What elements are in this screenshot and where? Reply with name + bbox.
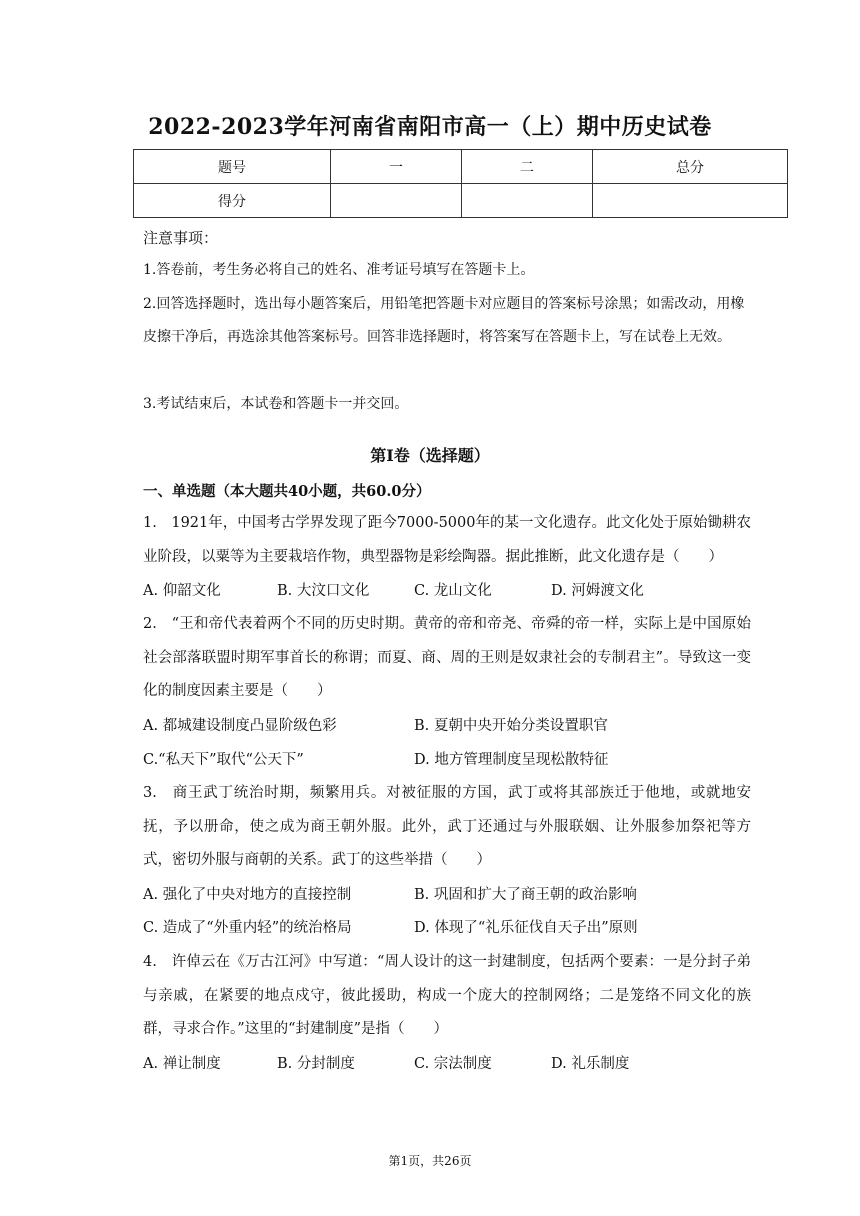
option-d[interactable]: D. 礼乐制度 xyxy=(551,1056,630,1072)
option-c[interactable]: C. 龙山文化 xyxy=(414,583,492,599)
question-text: 1. 1921年，中国考古学界发现了距今7000-5000年的某一文化遗存。此文化处于原始锄耕农业阶段，以粟等为主要栽培作物，典型器物是彩绘陶器。据此推断，此文化遗存是（ ） xyxy=(143,515,751,565)
notice-item: 1.答卷前，考生务必将自己的姓名、准考证号填写在答题卡上。 xyxy=(143,262,535,278)
page-footer: 第1页，共26页 xyxy=(388,1154,472,1168)
score-header-cell: 总分 xyxy=(593,150,788,184)
option-b[interactable]: B. 夏朝中央开始分类设置职官 xyxy=(414,718,608,734)
notice-title: 注意事项： xyxy=(143,229,219,247)
part-title: 一、单选题（本大题共40小题，共60.0分） xyxy=(143,483,431,500)
question-text: 4. 许倬云在《万古江河》中写道：“周人设计的这一封建制度，包括两个要素：一是分封子弟与亲戚，在紧要的地点戍守，彼此援助，构成一个庞大的控制网络；二是笼络不同文化的族群，寻求合作。”这里的“封建制度”是指（ ） xyxy=(143,954,751,1037)
question-options xyxy=(143,879,763,912)
score-table-score-row xyxy=(134,184,788,218)
option-a[interactable]: A. 仰韶文化 xyxy=(143,583,221,599)
score-header-cell: 一 xyxy=(331,150,462,184)
score-cell xyxy=(331,184,462,218)
option-c[interactable]: C. 造成了“外重内轻”的统治格局 xyxy=(143,920,352,936)
score-row-label: 得分 xyxy=(134,184,331,218)
score-header-cell: 题号 xyxy=(134,150,331,184)
score-cell xyxy=(462,184,593,218)
score-header-cell: 二 xyxy=(462,150,593,184)
option-b[interactable]: B. 分封制度 xyxy=(277,1056,355,1072)
option-d[interactable]: D. 体现了“礼乐征伐自天子出”原则 xyxy=(414,920,638,936)
option-b[interactable]: B. 大汶口文化 xyxy=(277,583,370,599)
score-table xyxy=(133,149,788,218)
exam-title: 2022-2023学年河南省南阳市高一（上）期中历史试卷 xyxy=(148,114,712,140)
option-a[interactable]: A. 禅让制度 xyxy=(143,1056,221,1072)
question-options xyxy=(143,575,763,608)
notice-item: 2.回答选择题时，选出每小题答案后，用铅笔把答题卡对应题目的答案标号涂黑；如需改动，用橡皮擦干净后，再选涂其他答案标号。回答非选择题时，将答案写在答题卡上，写在试卷上无效。 xyxy=(143,296,745,345)
question-options xyxy=(143,1048,763,1081)
question-options xyxy=(143,710,763,743)
section-title: 第I卷（选择题） xyxy=(370,446,490,465)
question-options xyxy=(143,912,763,945)
score-cell xyxy=(593,184,788,218)
option-d[interactable]: D. 河姆渡文化 xyxy=(551,583,644,599)
notice-item: 3.考试结束后，本试卷和答题卡一并交回。 xyxy=(143,396,409,412)
option-d[interactable]: D. 地方管理制度呈现松散特征 xyxy=(414,752,609,768)
option-c[interactable]: C.“私天下”取代“公天下” xyxy=(143,752,304,768)
question-options xyxy=(143,744,763,777)
option-b[interactable]: B. 巩固和扩大了商王朝的政治影响 xyxy=(414,887,637,903)
question-text: 2. “王和帝代表着两个不同的历史时期。黄帝的帝和帝尧、帝舜的帝一样，实际上是中国原始社会部落联盟时期军事首长的称谓；而夏、商、周的王则是奴隶社会的专制君主”。导致这一变化的制度因素主要是（ ） xyxy=(143,616,751,699)
option-c[interactable]: C. 宗法制度 xyxy=(414,1056,492,1072)
option-a[interactable]: A. 都城建设制度凸显阶级色彩 xyxy=(143,718,337,734)
question-text: 3. 商王武丁统治时期，频繁用兵。对被征服的方国，武丁或将其部族迁于他地，或就地安抚，予以册命，使之成为商王朝外服。此外，武丁还通过与外服联姻、让外服参加祭祀等方式，密切外服与商朝的关系。武丁的这些举措（ ） xyxy=(143,785,751,868)
option-a[interactable]: A. 强化了中央对地方的直接控制 xyxy=(143,887,352,903)
score-table-header-row xyxy=(134,150,788,184)
